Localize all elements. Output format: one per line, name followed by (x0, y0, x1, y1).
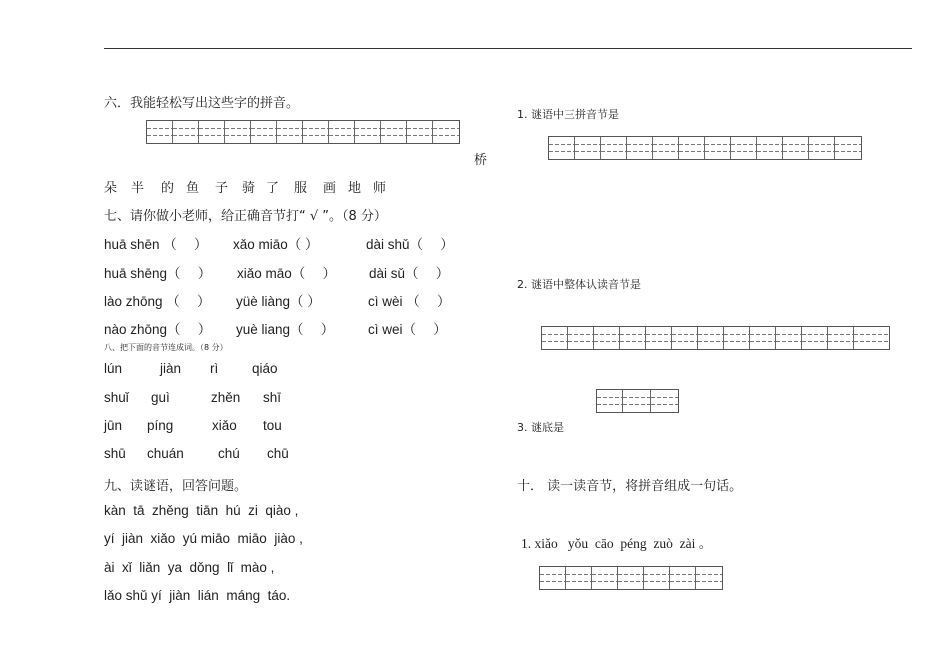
question-3: 3. 谜底是 (517, 421, 564, 434)
option-item: huā shēn （ ） (104, 237, 208, 252)
char-item: 半 (131, 181, 145, 196)
question-1: 1. 谜语中三拼音节是 (517, 108, 619, 121)
option-item: nào zhōng（ ） (104, 322, 212, 337)
riddle-line: ài xǐ liǎn ya dǒng lǐ mào , (104, 560, 275, 575)
section-6-title: 六．我能轻松写出这些字的拼音。 (104, 96, 300, 111)
syllable: qiáo (252, 361, 278, 376)
char-item: 地 (348, 181, 362, 196)
section-10-title: 十． 读一读音节，将拼音组成一句话。 (517, 479, 743, 494)
riddle-line: yí jiàn xiǎo yú miāo miāo jiào , (104, 531, 303, 546)
syllable: rì (210, 361, 219, 376)
question-2: 2. 谜语中整体认读音节是 (517, 278, 641, 291)
char-item: 服 (294, 181, 308, 196)
option-item: yuè liang（ ） (236, 322, 335, 337)
syllable: tou (263, 418, 282, 433)
section-7-title: 七、请你做小老师，给正确音节打“ √ ”。（8 分） (104, 209, 387, 224)
syllable: píng (147, 418, 174, 433)
riddle-line: lǎo shǔ yí jiàn lián máng táo. (104, 588, 291, 603)
option-item: huā shēng（ ） (104, 266, 212, 281)
option-item: dài sǔ（ ） (369, 266, 450, 281)
option-item: xiǎo māo（ ） (237, 266, 337, 281)
char-item: 师 (373, 181, 387, 196)
syllable: shuǐ (104, 390, 129, 405)
char-item: 骑 (242, 181, 256, 196)
char-item: 朵 (104, 181, 118, 196)
syllable: jūn (104, 418, 123, 433)
section-9-title: 九、读谜语，回答问题。 (104, 479, 248, 494)
syllable: xiǎo (212, 418, 237, 433)
option-item: xǎo miāo（ ） (233, 237, 319, 252)
pinyin-grid-q1 (548, 136, 862, 160)
option-item: lào zhōng （ ） (104, 294, 211, 309)
riddle-line: kàn tā zhěng tiān hú zi qiào , (104, 503, 299, 518)
syllable: chuán (147, 446, 184, 461)
section-8-title: 八、把下面的音节连成词。（8 分） (104, 343, 228, 352)
pinyin-grid-q2 (541, 326, 890, 350)
syllable: shū (104, 446, 126, 461)
syllable: jiàn (160, 361, 182, 376)
pinyin-grid-s10 (539, 566, 723, 590)
char-item: 鱼 (186, 181, 200, 196)
syllable: shī (263, 390, 282, 405)
char-item: 了 (266, 181, 280, 196)
option-item: yüè liàng（ ） (236, 294, 321, 309)
option-item: cì wèi （ ） (368, 294, 451, 309)
char-qiao: 桥 (474, 153, 488, 168)
syllable: chū (267, 446, 289, 461)
char-item: 的 (161, 181, 175, 196)
syllable: lún (104, 361, 123, 376)
char-item: 画 (323, 181, 337, 196)
syllable: chú (218, 446, 240, 461)
option-item: dài shǔ（ ） (366, 237, 454, 252)
section-10-syllables: 1. xiǎo yǒu cāo péng zuò zài 。 (521, 536, 713, 551)
option-item: cì wei（ ） (368, 322, 447, 337)
syllable: zhěn (211, 390, 241, 405)
pinyin-grid-s6 (146, 120, 460, 144)
top-rule (104, 48, 912, 49)
pinyin-grid-answer (596, 389, 679, 413)
char-item: 子 (215, 181, 229, 196)
syllable: guì (151, 390, 170, 405)
